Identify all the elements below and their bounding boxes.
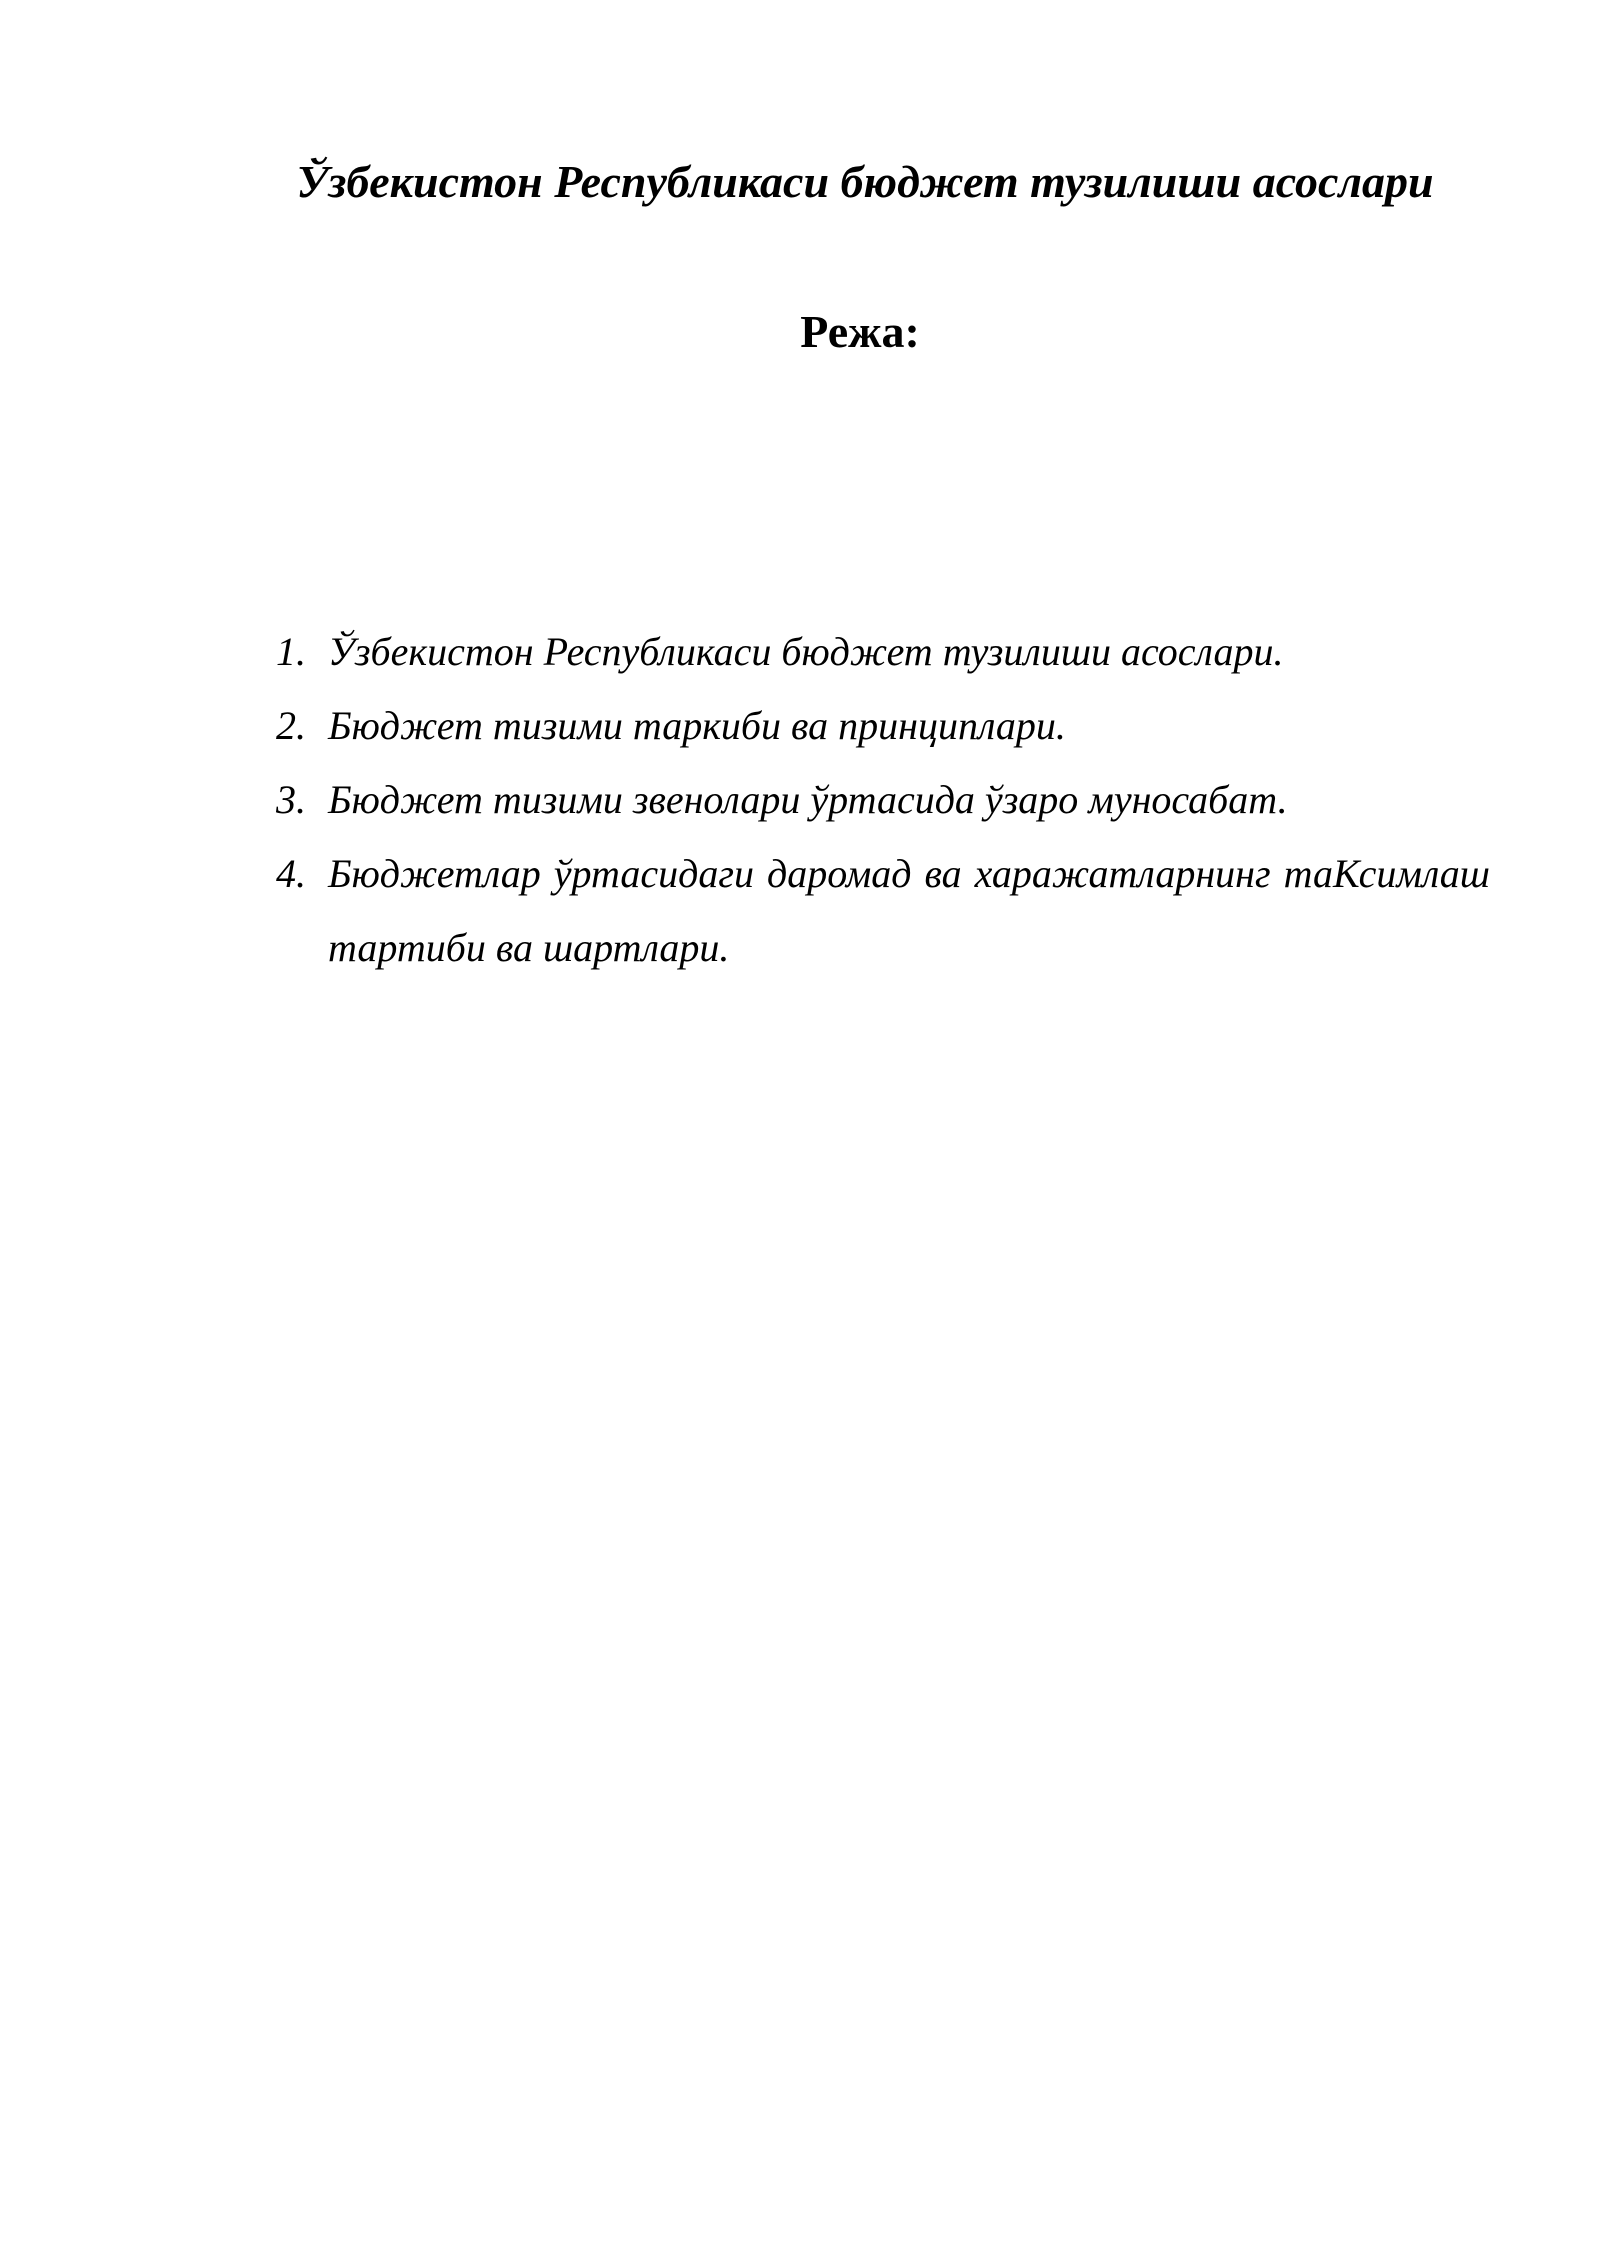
- plan-heading: Режа:: [800, 306, 920, 357]
- plan-item-1: [270, 615, 1490, 689]
- plan-item-text: Бюджет тизими таркиби ва принциплари.: [328, 703, 1066, 748]
- plan-item-2: [270, 689, 1490, 763]
- plan-item-number: 2.: [276, 703, 306, 748]
- plan-item-number: 3.: [276, 777, 306, 822]
- plan-list: [270, 615, 1490, 985]
- plan-item-number: 4.: [276, 851, 306, 896]
- plan-item-text: Ўзбекистон Республикаси бюджет тузилиши асослари.: [328, 629, 1284, 674]
- document-title: Ўзбекистон Республикаси бюджет тузилиши асослари: [296, 156, 1434, 207]
- plan-item-text: Бюджет тизими звенолари ўртасида ўзаро муносабат.: [328, 777, 1288, 822]
- plan-item-text: Бюджетлар ўртасидаги даромад ва харажатларнинг таКсимлаш тартиби ва шартлари.: [328, 851, 1490, 970]
- plan-item-number: 1.: [276, 629, 306, 674]
- plan-item-3: [270, 763, 1490, 837]
- plan-item-4: [270, 837, 1490, 985]
